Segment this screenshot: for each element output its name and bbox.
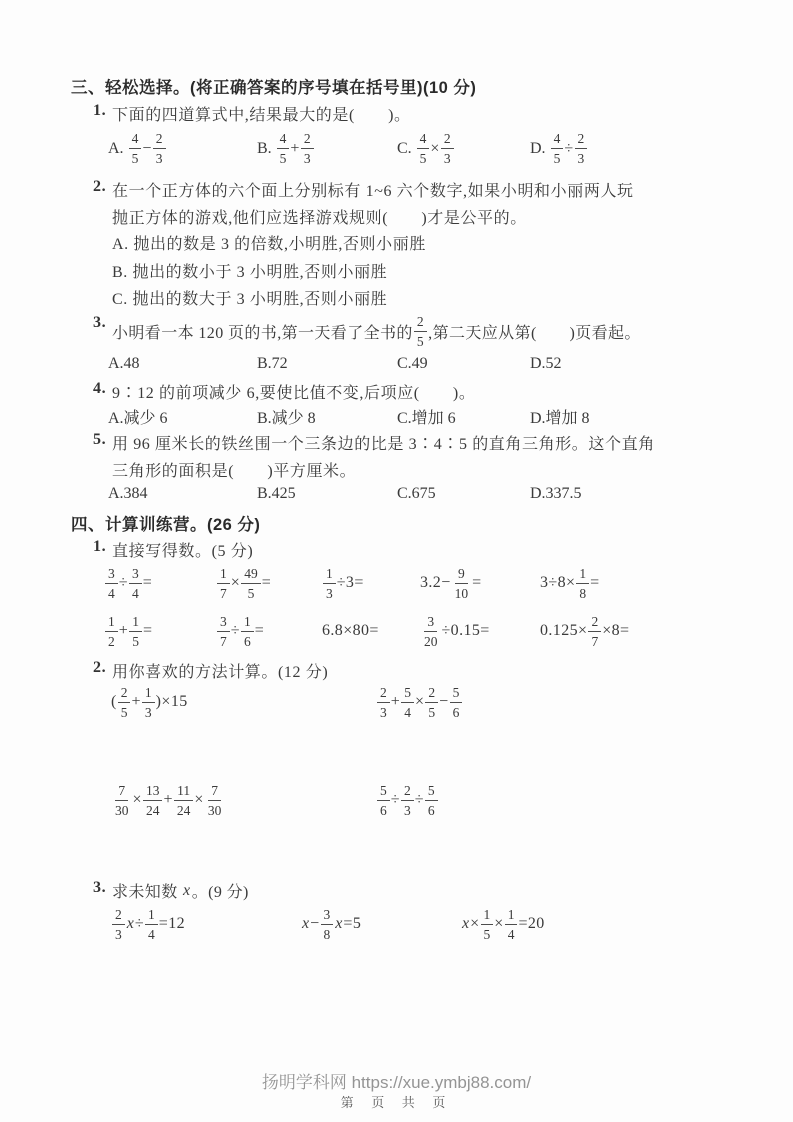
method-calc-row-1 — [71, 682, 731, 722]
part-2-number: 2. — [93, 659, 107, 676]
question-5-stem-line1: 用 96 厘米长的铁丝围一个三条边的比是 3∶4∶5 的直角三角形。这个直角 — [112, 436, 655, 453]
expression: ( $\frac{2}{5}$ + $\frac{1}{3}$ )×15 — [111, 684, 188, 720]
expression: $\frac{3}{20}$ ÷0.15= — [424, 613, 490, 649]
expression: $\frac{1}{7}$ × $\frac{49}{5}$ = — [216, 566, 322, 601]
option-d — [530, 131, 731, 166]
part-3-text: 求未知数 x 。(9 分) — [112, 881, 249, 901]
question-4-options — [71, 405, 731, 428]
section-4-title: 四、计算训练营。(26 分) — [71, 516, 261, 534]
equation: x × $\frac{1}{5}$ × $\frac{1}{4}$ =20 — [462, 906, 545, 942]
option-d: D.增加 8 — [530, 410, 590, 427]
solve-x-row — [71, 904, 731, 944]
option-a — [108, 131, 257, 166]
option-c: C.增加 6 — [397, 410, 456, 427]
option-math: $\frac{4}{5}$ × $\frac{2}{3}$ — [416, 131, 455, 166]
question-2-options — [71, 231, 731, 314]
option-math: $\frac{4}{5}$ − $\frac{2}{3}$ — [128, 131, 167, 166]
option-math: $\frac{4}{5}$ + $\frac{2}{3}$ — [276, 131, 315, 166]
part-3-label — [71, 879, 731, 902]
expression: $\frac{3}{7}$ ÷ $\frac{1}{6}$ = — [216, 614, 322, 649]
option-d: D.337.5 — [530, 485, 582, 502]
equation: $\frac{2}{3}$ x ÷ $\frac{1}{4}$ =12 — [111, 907, 301, 942]
part-3-number: 3. — [93, 879, 107, 896]
option-label: D. — [530, 139, 546, 157]
option-b — [257, 131, 397, 166]
option-label: C. — [397, 139, 412, 157]
option-b: B. 抛出的数小于 3 小明胜,否则小丽胜 — [112, 263, 388, 281]
expression: 3÷8× $\frac{1}{8}$ = — [540, 565, 600, 601]
question-1-options — [71, 131, 731, 166]
question-1-number: 1. — [93, 102, 107, 119]
question-2-number: 2. — [93, 178, 107, 195]
question-1-stem: 下面的四道算式中,结果最大的是( )。 — [112, 107, 411, 124]
question-4-number: 4. — [93, 380, 107, 397]
question-3-number: 3. — [93, 314, 107, 331]
question-5-number: 5. — [93, 431, 107, 448]
option-a: A.48 — [108, 355, 140, 372]
section-3-title: 三、轻松选择。(将正确答案的序号填在括号里)(10 分) — [71, 79, 477, 97]
expression: $\frac{1}{3}$ ÷3= — [322, 566, 420, 601]
option-label: B. — [257, 139, 272, 157]
question-5-stem-line2: 三角形的面积是( )平方厘米。 — [112, 463, 357, 480]
question-2-stem-line2: 抛正方体的游戏,他们应选择游戏规则( )才是公平的。 — [112, 210, 527, 227]
expression: 6.8×80= — [322, 622, 379, 639]
part-2-label — [71, 659, 731, 682]
expression: $\frac{1}{2}$ + $\frac{1}{5}$ = — [104, 614, 216, 649]
option-b: B.72 — [257, 355, 288, 372]
method-calc-row-2 — [71, 780, 731, 820]
option-math: $\frac{4}{5}$ ÷ $\frac{2}{3}$ — [550, 131, 589, 166]
paper-content — [71, 0, 731, 1122]
option-c: C.49 — [397, 355, 428, 372]
option-c: C.675 — [397, 485, 436, 502]
expression: $\frac{5}{6}$ ÷ $\frac{2}{3}$ ÷ $\frac{5}{6}$ — [376, 783, 731, 818]
expression: $\frac{3}{4}$ ÷ $\frac{3}{4}$ = — [104, 566, 216, 601]
equation: x − $\frac{3}{8}$ x =5 — [302, 906, 362, 942]
expression: 3.2− $\frac{9}{10}$ = — [420, 565, 482, 601]
option-a: A. 抛出的数是 3 的倍数,小明胜,否则小丽胜 — [112, 236, 426, 253]
question-5 — [71, 431, 731, 485]
part-1-label — [71, 538, 731, 561]
expression: 0.125× $\frac{2}{7}$ ×8= — [540, 613, 630, 649]
question-4-stem: 9∶12 的前项减少 6,要使比值不变,后项应( )。 — [112, 385, 476, 402]
question-3-stem: 小明看一本 120 页的书,第一天看了全书的 $\frac{2}{5}$ ,第二天应从第( )页看起。 — [112, 314, 641, 349]
question-1 — [71, 102, 731, 125]
option-label: A. — [108, 139, 124, 157]
option-a: A.384 — [108, 485, 148, 502]
question-3 — [71, 314, 731, 349]
expression: $\frac{2}{3}$ + $\frac{5}{4}$ × $\frac{2}{5}$ − $\frac{5}{6}$ — [376, 685, 731, 720]
question-2 — [71, 178, 731, 232]
question-5-options — [71, 485, 731, 503]
part-1-number: 1. — [93, 538, 107, 555]
expression: $\frac{7}{30}$ × $\frac{13}{24}$ + $\frac{11}{24}$ × $\frac{7}{30}$ — [115, 782, 222, 818]
part-2-text: 用你喜欢的方法计算。(12 分) — [112, 664, 329, 681]
option-c: C. 抛出的数大于 3 小明胜,否则小丽胜 — [112, 291, 388, 308]
part-1-text: 直接写得数。(5 分) — [112, 543, 254, 560]
option-d: D.52 — [530, 355, 562, 372]
option-b: B.425 — [257, 485, 296, 502]
option-c — [397, 131, 530, 166]
question-2-stem-line1: 在一个正方体的六个面上分别标有 1~6 六个数字,如果小明和小丽两人玩 — [112, 183, 634, 200]
option-b: B.减少 8 — [257, 410, 316, 427]
footer-page-indicator: 第 页 共 页 — [340, 1095, 453, 1110]
question-3-options — [71, 355, 731, 373]
calc-row-1 — [71, 561, 731, 605]
option-a: A.减少 6 — [108, 410, 168, 427]
footer-site-watermark: 扬明学科网 https://xue.ymbj88.com/ — [261, 1073, 532, 1092]
question-4 — [71, 380, 731, 403]
calc-row-2 — [71, 609, 731, 653]
